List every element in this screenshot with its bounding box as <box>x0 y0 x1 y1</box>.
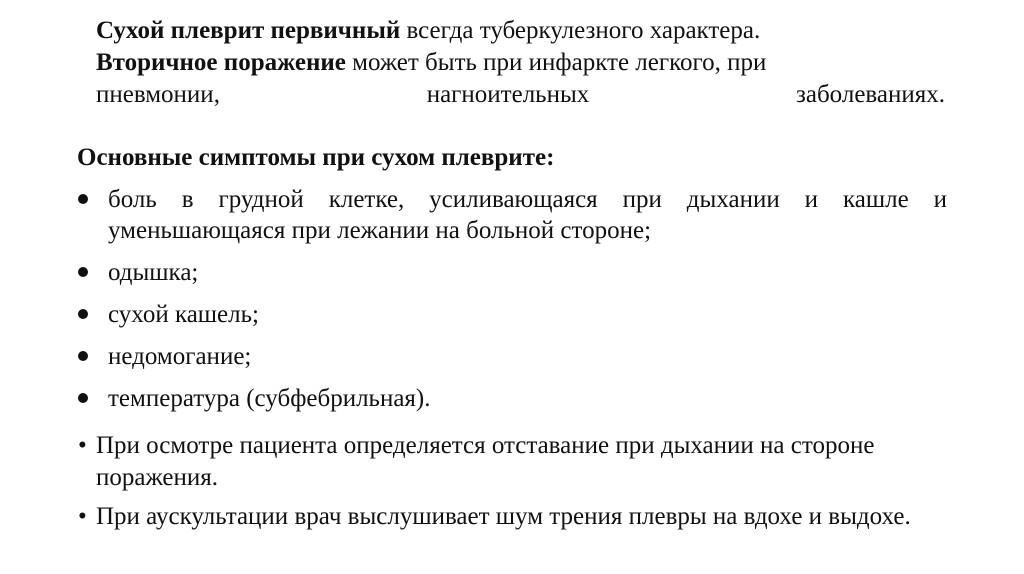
symptoms-list <box>75 184 947 414</box>
bullet-dot-icon <box>78 309 88 319</box>
examination-text: При аускультации врач выслушивает шум трения плевры на вдохе и выдохе. <box>96 503 911 530</box>
intro-paragraph <box>96 15 945 111</box>
examination-text: При осмотре пациента определяется отставание при дыхании на стороне поражения. <box>96 432 875 491</box>
bullet-dot-icon <box>78 267 88 277</box>
symptom-text: одышка; <box>108 259 199 286</box>
symptom-text: сухой кашель; <box>108 301 259 328</box>
examination-item <box>75 430 955 494</box>
bullet-icon: • <box>78 503 87 530</box>
intro-bold-term-1: Сухой плеврит первичный <box>96 17 401 44</box>
symptom-item <box>75 341 947 372</box>
symptoms-heading: Основные симптомы при сухом плеврите: <box>77 144 555 171</box>
intro-word: пневмонии, <box>96 81 220 108</box>
symptom-text: боль в грудной клетке, усиливающаяся при дыхании и кашле и уменьшающаяся при лежании на больной стороне; <box>108 186 947 244</box>
bullet-dot-icon <box>78 194 88 204</box>
intro-text-1: всегда туберкулезного характера. <box>400 17 761 44</box>
symptom-item <box>75 383 947 414</box>
bullet-dot-icon <box>78 351 88 361</box>
examination-item <box>75 501 955 533</box>
bullet-icon: • <box>78 432 87 459</box>
examination-list <box>75 430 955 533</box>
symptom-item <box>75 299 947 330</box>
bullet-dot-icon <box>78 393 88 403</box>
intro-line-1 <box>96 15 945 47</box>
symptom-text: недомогание; <box>108 343 252 370</box>
intro-word: нагноительных <box>426 81 590 108</box>
intro-text-2: может быть при инфаркте легкого, при <box>345 49 767 76</box>
intro-word: заболеваниях. <box>795 81 945 108</box>
intro-bold-term-2: Вторичное поражение <box>96 49 346 76</box>
symptom-item <box>75 184 947 246</box>
intro-line-3 <box>96 79 945 111</box>
symptom-text: температура (субфебрильная). <box>108 385 431 412</box>
intro-line-2 <box>96 47 945 79</box>
symptom-item <box>75 257 947 288</box>
